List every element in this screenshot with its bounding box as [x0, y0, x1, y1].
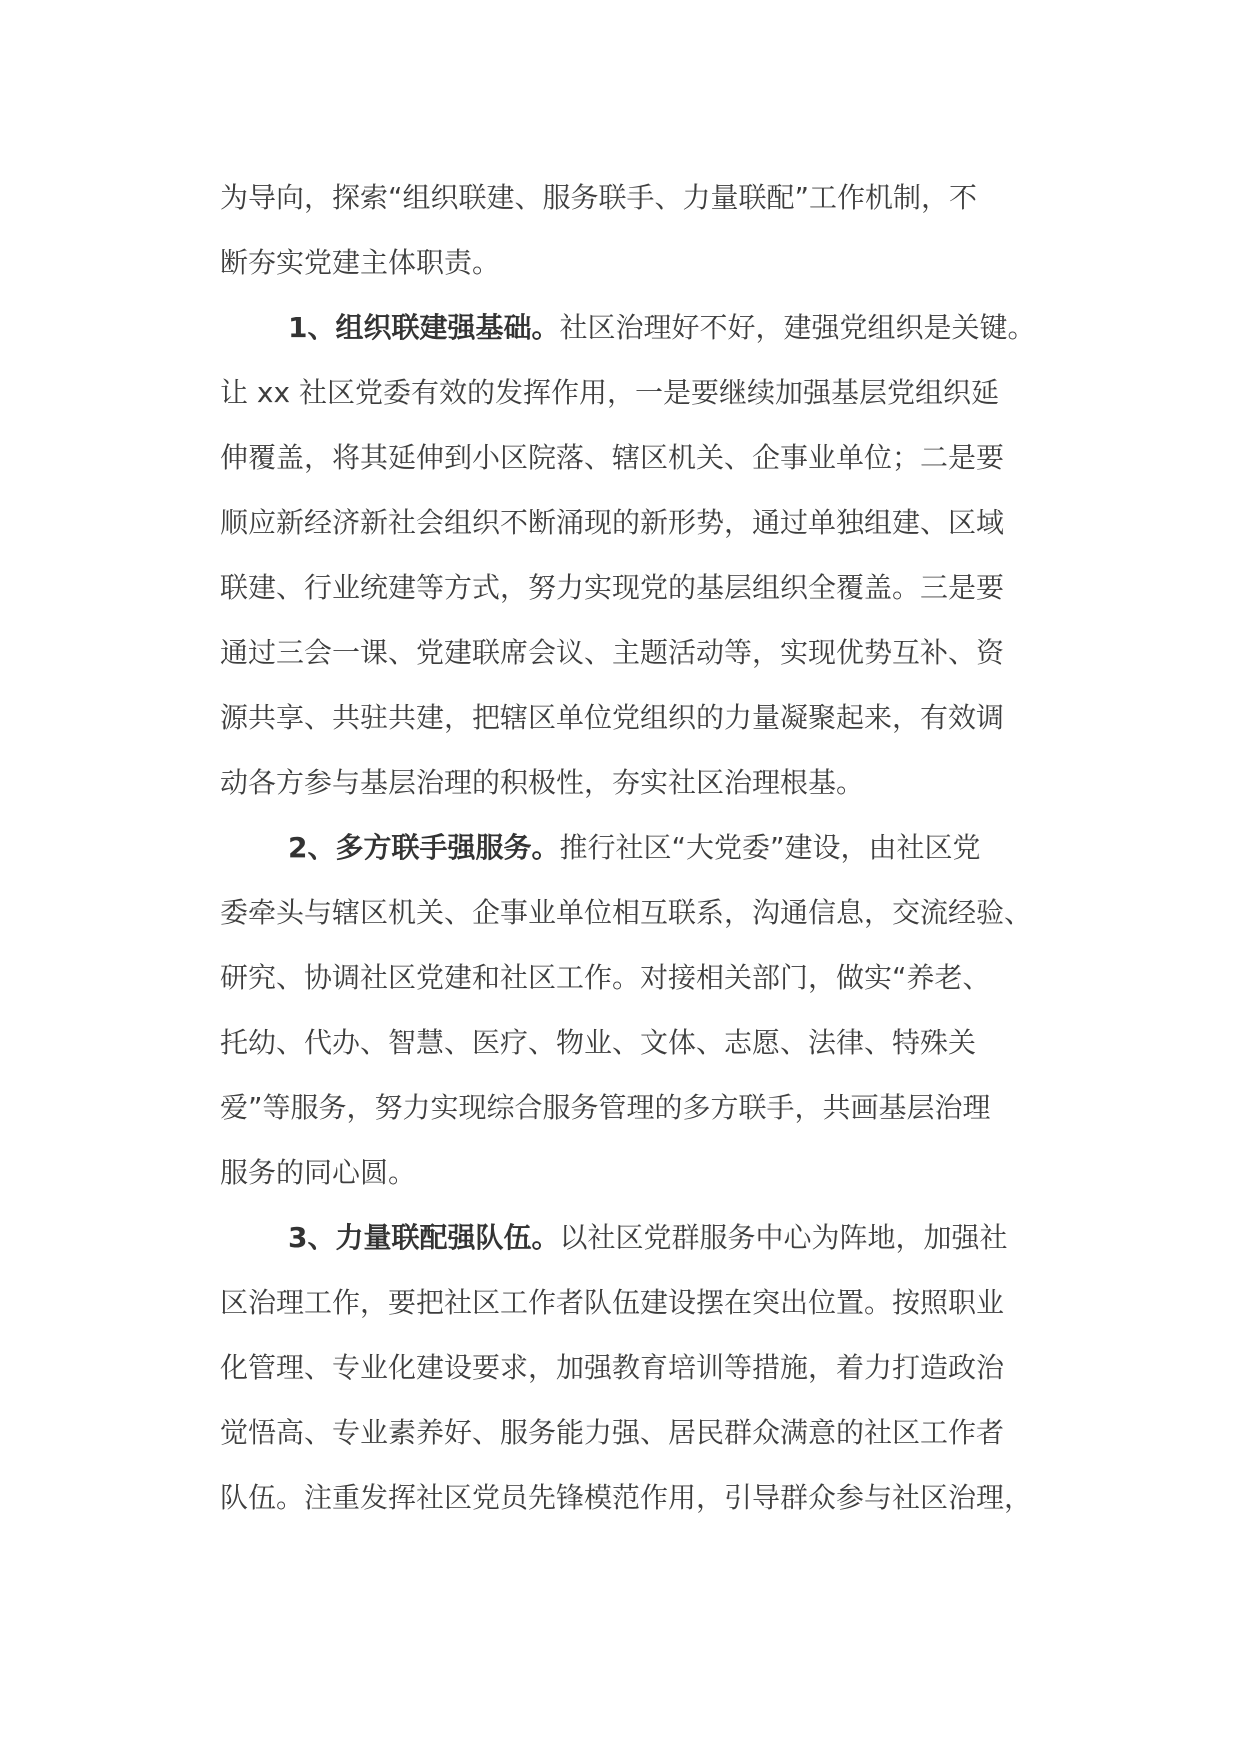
section-3-lead-text: 以社区党群服务中心为阵地，加强社 — [559, 1221, 1008, 1254]
section-1-first-line — [220, 295, 1065, 360]
section-3-heading: 3、力量联配强队伍。 — [288, 1221, 560, 1254]
section-2-first-line — [220, 815, 1065, 880]
section-3-first-line — [220, 1205, 1065, 1270]
text-line: 源共享、共驻共建，把辖区单位党组织的力量凝聚起来，有效调 — [220, 701, 1005, 734]
text-line: 让 xx 社区党委有效的发挥作用，一是要继续加强基层党组织延 — [220, 376, 999, 409]
text-line: 断夯实党建主体职责。 — [220, 246, 501, 279]
text-line: 托幼、代办、智慧、医疗、物业、文体、志愿、法律、特殊关 — [220, 1026, 977, 1059]
text-line: 委牵头与辖区机关、企事业单位相互联系，沟通信息，交流经验、 — [220, 896, 1033, 929]
section-3-paragraph — [220, 1205, 1065, 1530]
text-line: 为导向，探索“组织联建、服务联手、力量联配”工作机制，不 — [220, 181, 978, 214]
section-1-paragraph — [220, 295, 1065, 815]
text-line: 伸覆盖，将其延伸到小区院落、辖区机关、企事业单位；二是要 — [220, 441, 1005, 474]
text-line: 研究、协调社区党建和社区工作。对接相关部门，做实“养老、 — [220, 961, 991, 994]
text-line: 队伍。注重发挥社区党员先锋模范作用，引导群众参与社区治理， — [220, 1481, 1033, 1514]
section-2-heading: 2、多方联手强服务。 — [288, 831, 560, 864]
section-2-lead-text: 推行社区“大党委”建设，由社区党 — [559, 831, 981, 864]
text-line: 通过三会一课、党建联席会议、主题活动等，实现优势互补、资 — [220, 636, 1005, 669]
text-line: 觉悟高、专业素养好、服务能力强、居民群众满意的社区工作者 — [220, 1416, 1005, 1449]
text-line: 顺应新经济新社会组织不断涌现的新形势，通过单独组建、区域 — [220, 506, 1005, 539]
text-line: 动各方参与基层治理的积极性，夯实社区治理根基。 — [220, 766, 865, 799]
text-line: 服务的同心圆。 — [220, 1156, 417, 1189]
section-1-lead-text: 社区治理好不好，建强党组织是关键。 — [559, 311, 1036, 344]
text-line: 联建、行业统建等方式，努力实现党的基层组织全覆盖。三是要 — [220, 571, 1005, 604]
text-line: 化管理、专业化建设要求，加强教育培训等措施，着力打造政治 — [220, 1351, 1005, 1384]
text-line: 区治理工作，要把社区工作者队伍建设摆在突出位置。按照职业 — [220, 1286, 1005, 1319]
text-line: 爱”等服务，努力实现综合服务管理的多方联手，共画基层治理 — [220, 1091, 991, 1124]
section-2-paragraph — [220, 815, 1065, 1205]
intro-paragraph — [220, 165, 1065, 295]
section-1-heading: 1、组织联建强基础。 — [288, 311, 560, 344]
document-body — [220, 165, 1065, 1530]
